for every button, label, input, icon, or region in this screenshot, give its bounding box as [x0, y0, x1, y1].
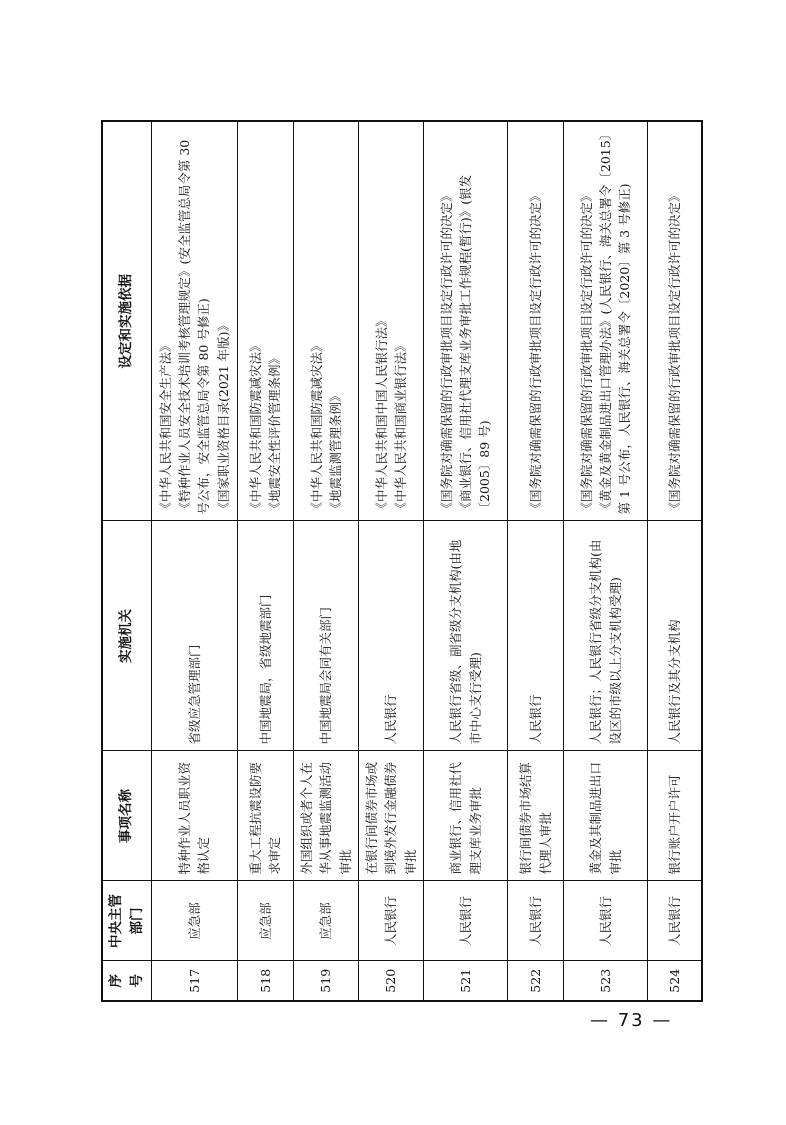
- row-num: 521: [424, 961, 508, 1001]
- row-agency: 人民银行省级、副省级分支机构(由地市中心支行受理): [424, 521, 508, 751]
- basis-line: 《国务院对确需保留的行政审批项目设定行政许可的决定》: [438, 189, 454, 515]
- row-dept: 人民银行: [358, 881, 423, 961]
- row-num: 524: [648, 961, 702, 1001]
- row-basis: [237, 121, 293, 521]
- table-row: [648, 121, 702, 1001]
- basis-line: 《地震监测管理条例》: [327, 389, 343, 515]
- basis-line: 《国务院对确需保留的行政审批项目设定行政许可的决定》: [666, 189, 682, 515]
- row-agency: 中国地震局，省级地震部门: [237, 521, 293, 751]
- rotated-table-container: [101, 122, 691, 1002]
- row-dept: 人民银行: [424, 881, 508, 961]
- row-num: 523: [564, 961, 648, 1001]
- header-dept: 中央主管部门: [102, 881, 151, 961]
- row-name: 外国组织或者个人在华从事地震监测活动审批: [293, 751, 358, 881]
- row-basis: [424, 121, 508, 521]
- table-row: [237, 121, 293, 1001]
- table-row: [293, 121, 358, 1001]
- row-num: 518: [237, 961, 293, 1001]
- row-name: 银行账户开户许可: [648, 751, 702, 881]
- basis-line: 《中华人民共和国防震减灾法》: [247, 339, 263, 515]
- approval-items-table: [101, 120, 703, 1002]
- basis-line: 《特种作业人员安全技术培训考核管理规定》(安全监管总局令第 30 号公布，安全监管总局令第 80 号修正): [176, 139, 212, 515]
- table-row: [424, 121, 508, 1001]
- row-basis: [151, 121, 237, 521]
- header-name: 事项名称: [102, 751, 151, 881]
- table-row: [358, 121, 423, 1001]
- row-num: 522: [508, 961, 564, 1001]
- basis-line: 《中华人民共和国中国人民银行法》: [373, 314, 389, 515]
- header-basis: 设定和实施依据: [102, 121, 151, 521]
- row-num: 519: [293, 961, 358, 1001]
- row-num: 517: [151, 961, 237, 1001]
- row-dept: 人民银行: [564, 881, 648, 961]
- row-agency: 人民银行: [508, 521, 564, 751]
- row-agency: 人民银行及其分支机构: [648, 521, 702, 751]
- row-dept: 应急部: [151, 881, 237, 961]
- row-name: 特种作业人员职业资格认定: [151, 751, 237, 881]
- table-row: [564, 121, 648, 1001]
- basis-line: 《中华人民共和国防震减灾法》: [308, 339, 324, 515]
- row-dept: 人民银行: [648, 881, 702, 961]
- basis-line: 《黄金及黄金制品进出口管理办法》(人民银行、海关总署令〔2015〕第 1 号公布，人民银行、海关总署令〔2020〕第 3 号修正): [597, 134, 633, 515]
- table-header-row: [102, 121, 151, 1001]
- row-basis: [358, 121, 423, 521]
- basis-line: 《中华人民共和国安全生产法》: [157, 339, 173, 515]
- row-name: 重大工程抗震设防要求审定: [237, 751, 293, 881]
- row-dept: 应急部: [237, 881, 293, 961]
- basis-line: 《国务院对确需保留的行政审批项目设定行政许可的决定》: [578, 189, 594, 515]
- row-name: 商业银行、信用社代理支库业务审批: [424, 751, 508, 881]
- basis-line: 《商业银行、信用社代理支库业务审批工作规程(暂行)》(银发〔2005〕89 号): [457, 174, 493, 515]
- row-num: 520: [358, 961, 423, 1001]
- row-basis: [648, 121, 702, 521]
- row-agency: 人民银行；人民银行省级分支机构(由设区的市级以上分支机构受理): [564, 521, 648, 751]
- row-name: 黄金及其制品进出口审批: [564, 751, 648, 881]
- row-basis: [293, 121, 358, 521]
- row-agency: 省级应急管理部门: [151, 521, 237, 751]
- basis-line: 《国家职业资格目录(2021 年版)》: [215, 318, 231, 515]
- row-basis: [508, 121, 564, 521]
- row-name: 银行间债券市场结算代理人审批: [508, 751, 564, 881]
- basis-line: 《地震安全性评价管理条例》: [267, 351, 283, 515]
- row-basis: [564, 121, 648, 521]
- table-row: [508, 121, 564, 1001]
- row-name: 在银行间债券市场或到境外发行金融债券审批: [358, 751, 423, 881]
- header-num: 序号: [102, 961, 151, 1001]
- row-dept: 应急部: [293, 881, 358, 961]
- header-agency: 实施机关: [102, 521, 151, 751]
- row-dept: 人民银行: [508, 881, 564, 961]
- basis-line: 《中华人民共和国商业银行法》: [393, 339, 409, 515]
- basis-line: 《国务院对确需保留的行政审批项目设定行政许可的决定》: [527, 189, 543, 515]
- table-row: [151, 121, 237, 1001]
- row-agency: 中国地震局会同有关部门: [293, 521, 358, 751]
- row-agency: 人民银行: [358, 521, 423, 751]
- page-number: — 73 —: [590, 1010, 673, 1031]
